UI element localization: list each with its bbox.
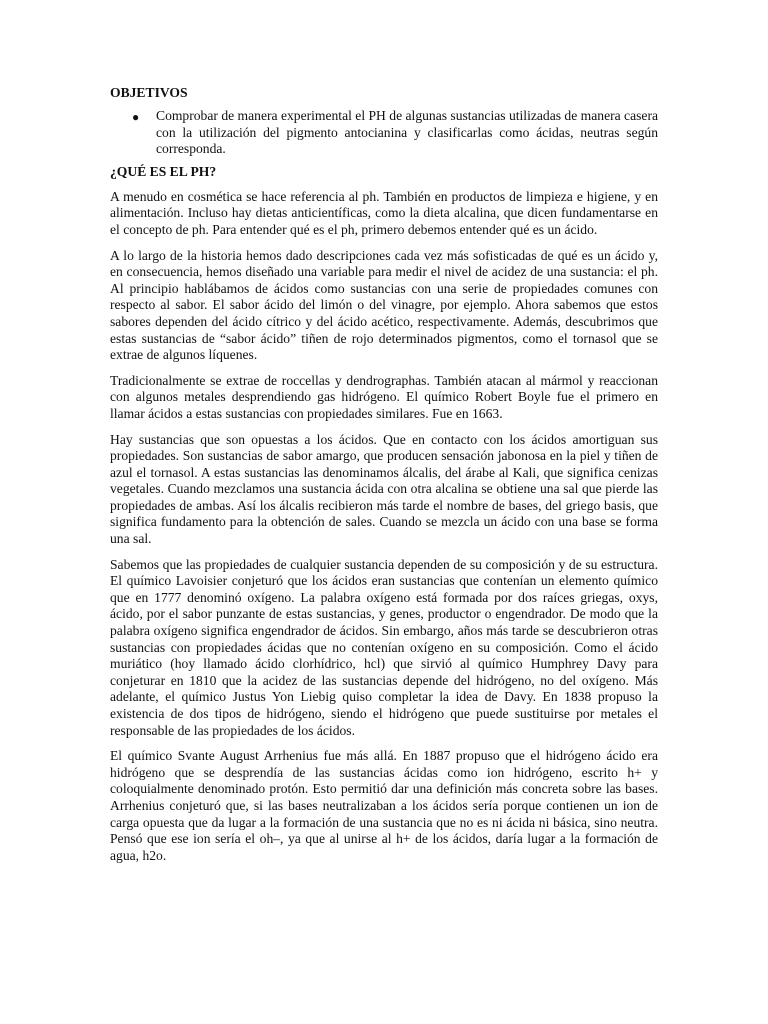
list-item [110, 108, 658, 158]
objetivo-text: Comprobar de manera experimental el PH de algunas sustancias utilizadas de manera casera con la utilización del pigmento antocianina y clasificarlas como ácidas, neutras según corresponda. [156, 108, 659, 157]
heading-que-es-el-ph: ¿QUÉ ES EL PH? [110, 163, 217, 179]
heading-objetivos: OBJETIVOS [110, 85, 188, 100]
bullet-icon: ● [132, 110, 140, 124]
paragraph: A menudo en cosmética se hace referencia al ph. También en productos de limpieza e higiene, y en alimentación. Incluso hay dietas anticientíficas, como la dieta alcalina, que dicen fundamentarse en el concepto de ph. Para entender qué es el ph, primero debemos entender qué es un ácido. [110, 188, 658, 237]
objetivos-list [110, 108, 658, 158]
paragraph: El químico Svante August Arrhenius fue más allá. En 1887 propuso que el hidrógeno ácido era hidrógeno que se desprendía de las sustancias ácidas como ion hidrógeno, escrito h+ y coloquialmente denominado protón. Esto permitió dar una definición más concreta sobre las bases. Arrhenius conjeturó que, si las bases neutralizaban a los ácidos sería porque contienen un ion de carga opuesta que da lugar a la formación de una sustancia que no es ni ácida ni básica, sino neutra. Pensó que ese ion sería el oh–, ya que al unirse al h+ de los ácidos, daría lugar a la formación de agua, h2o. [110, 748, 658, 863]
paragraph: Hay sustancias que son opuestas a los ácidos. Que en contacto con los ácidos amortiguan sus propiedades. Son sustancias de sabor amargo, que producen sensación jabonosa en la piel y tiñen de azul el tornasol. A estas sustancias las denominamos álcalis, del árabe al Kali, que significa cenizas vegetales. Cuando mezclamos una sustancia ácida con otra alcalina se obtiene una sal que pierde las propiedades de ambas. Así los álcalis recibieron más tarde el nombre de bases, del griego basis, que significa fundamento para la obtención de sales. Cuando se mezcla un ácido con una base se forma una sal. [110, 431, 658, 547]
paragraph: Tradicionalmente se extrae de roccellas y dendrographas. También atacan al mármol y reaccionan con algunos metales desprendiendo gas hidrógeno. El químico Robert Boyle fue el primero en llamar ácidos a estas sustancias con propiedades similares. Fue en 1663. [110, 372, 658, 421]
paragraph: Sabemos que las propiedades de cualquier sustancia dependen de su composición y de su estructura. El químico Lavoisier conjeturó que los ácidos eran sustancias que contenían un elemento químico que en 1777 denominó oxígeno. La palabra oxígeno está formada por dos raíces griegas, oxys, ácido, por el sabor punzante de estas sustancias, y genes, productor o engendrador. De modo que la palabra oxígeno significa engendrador de ácidos. Sin embargo, años más tarde se descubrieron otras sustancias con propiedades ácidas que no contenían oxígeno en su composición. Como el ácido muriático (hoy llamado ácido clorhídrico, hcl) que sirvió al químico Humphrey Davy para conjeturar en 1810 que la acidez de las sustancias depende del hidrógeno, no del oxígeno. Más adelante, el químico Justus Yon Liebig quiso completar la idea de Davy. En 1838 propuso la existencia de dos tipos de hidrógeno, siendo el hidrógeno que puede sustituirse por metales el responsable de las propiedades de los ácidos. [110, 556, 658, 738]
paragraph: A lo largo de la historia hemos dado descripciones cada vez más sofisticadas de qué es un ácido y, en consecuencia, hemos diseñado una variable para medir el nivel de acidez de una sustancia: el ph. Al principio hablábamos de ácidos como sustancias con una serie de propiedades comunes con respecto al sabor. El sabor ácido del limón o del vinagre, por ejemplo. Ahora sabemos que estos sabores dependen del ácido cítrico y del ácido acético, respectivamente. Además, descubrimos que estas sustancias de “sabor ácido” tiñen de rojo determinados pigmentos, como el tornasol que se extrae de algunos líquenes. [110, 247, 658, 363]
